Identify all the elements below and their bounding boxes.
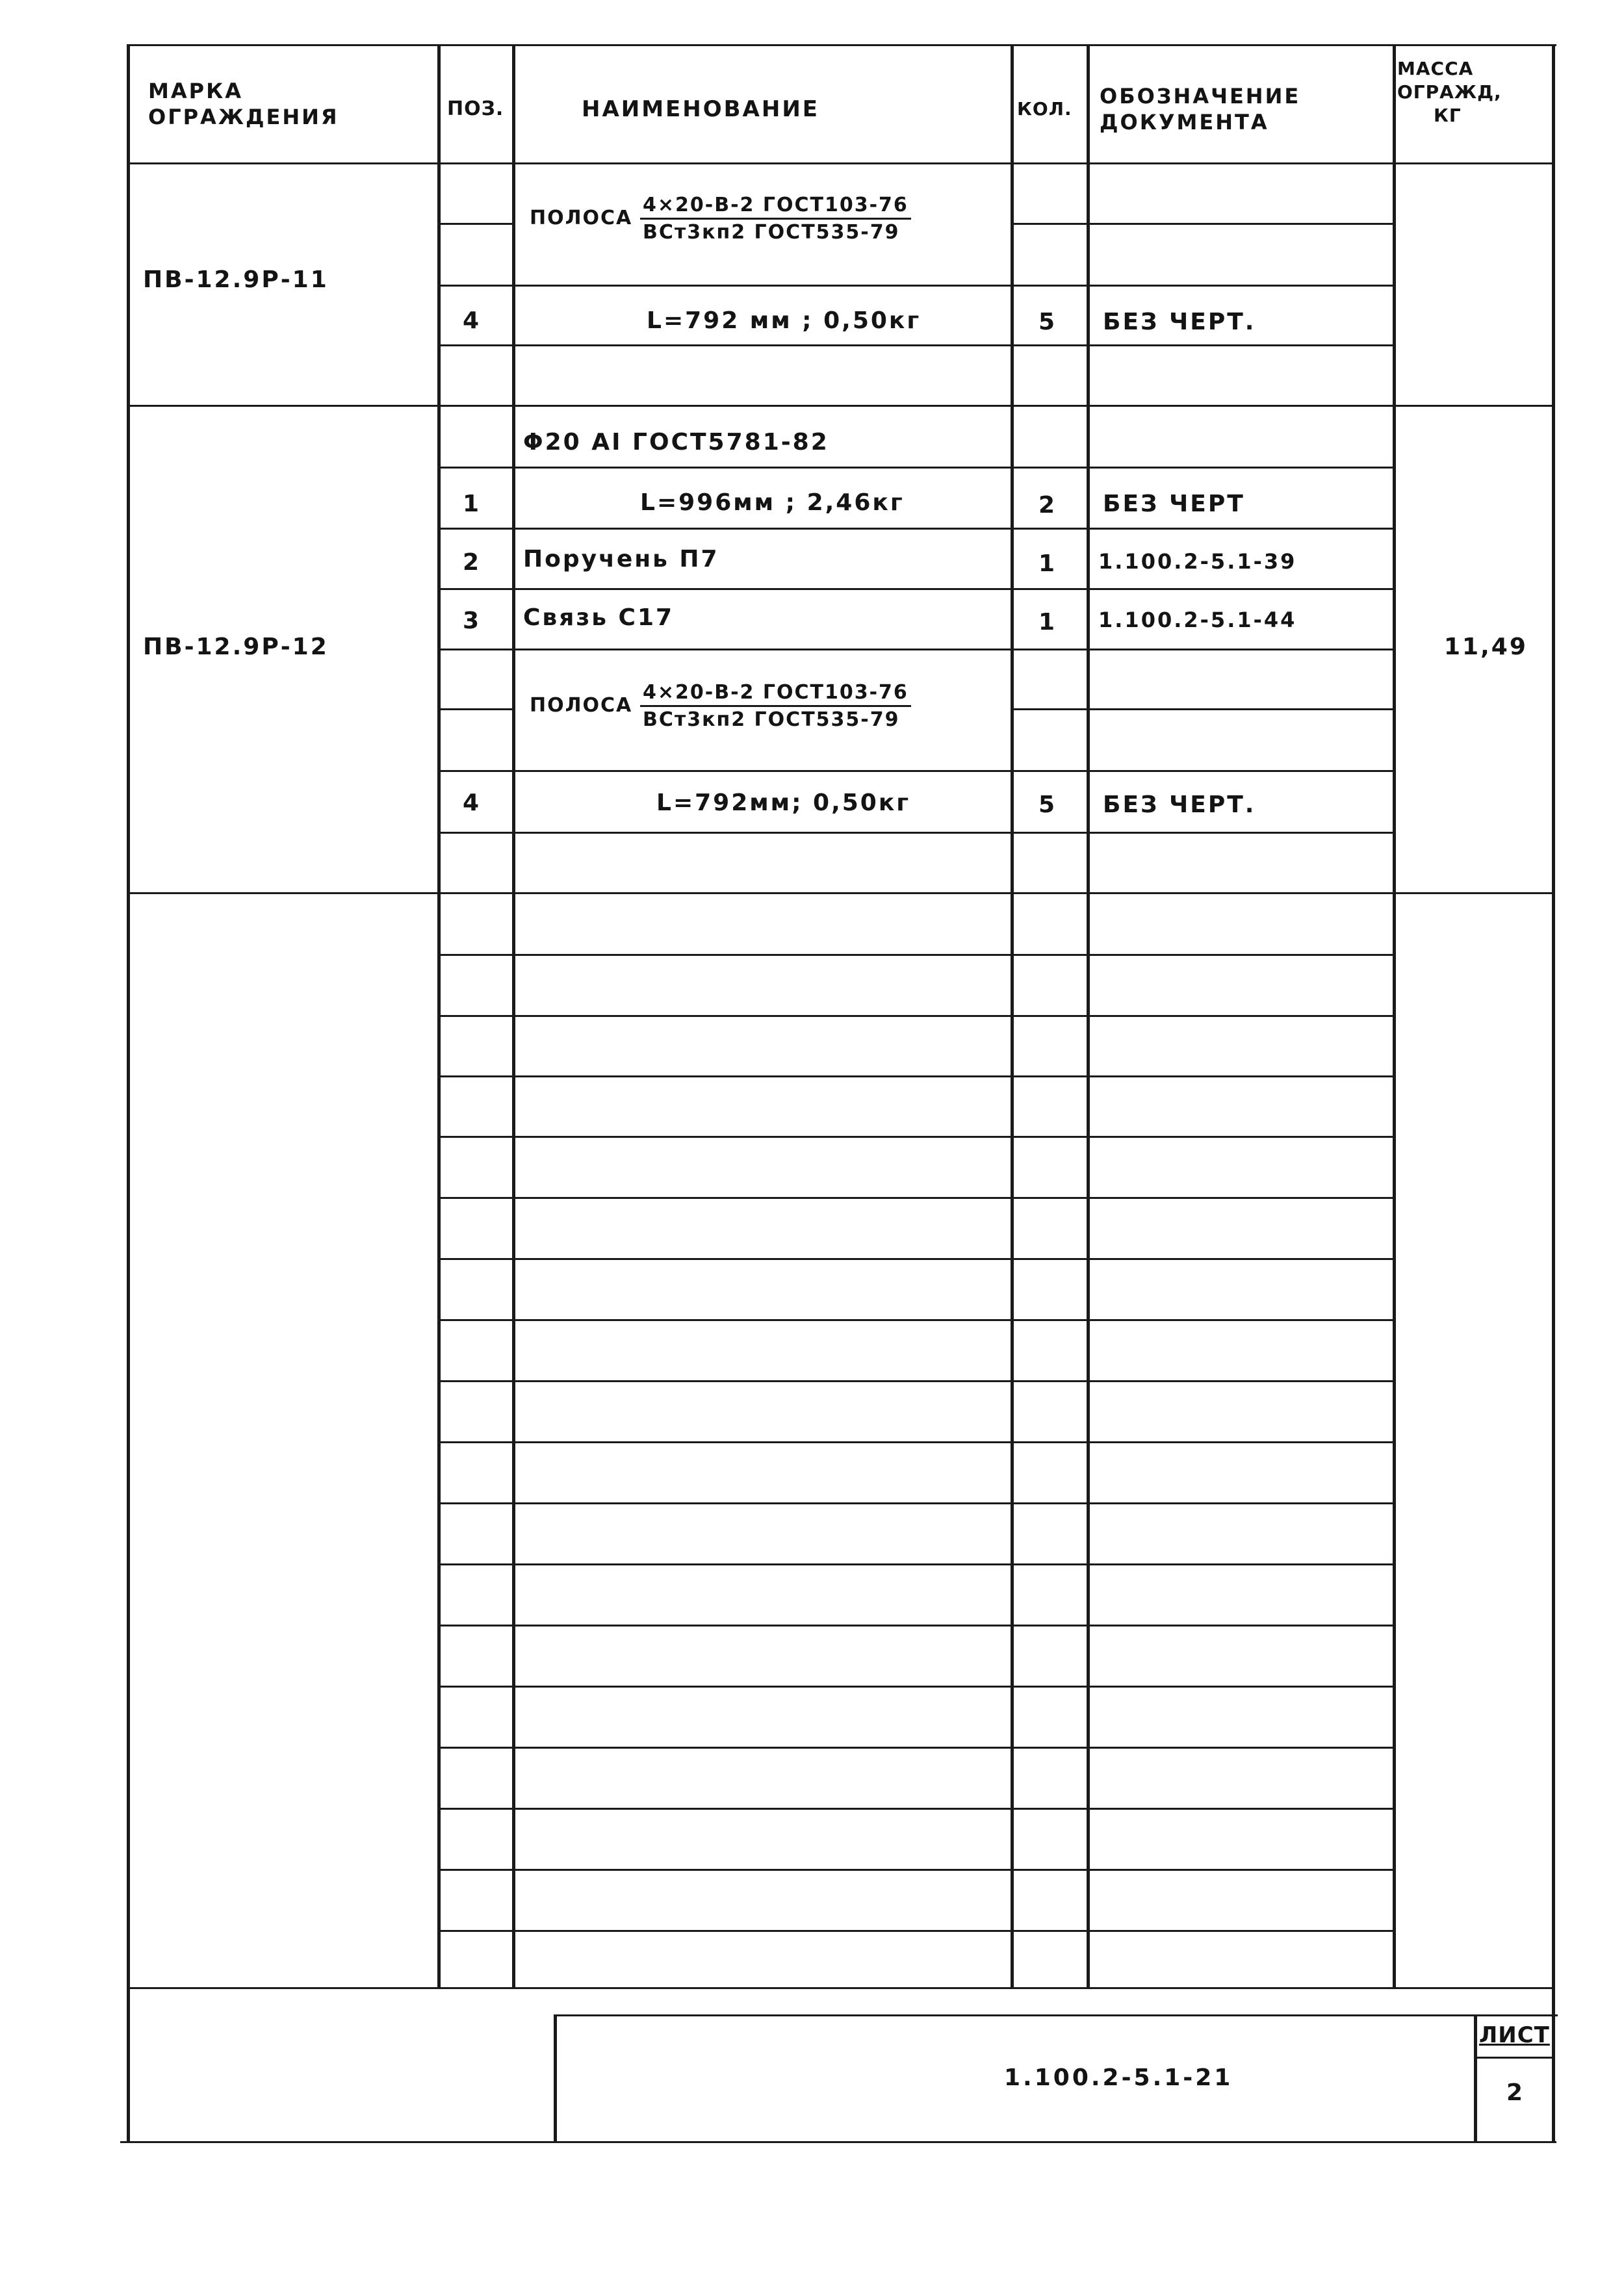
title-block-sheet-divider (1474, 2014, 1477, 2143)
row-line (437, 1502, 1394, 1504)
poz-cell: 4 (463, 790, 482, 816)
row-line (1011, 708, 1394, 710)
oboz-cell: БЕЗ ЧЕРТ. (1103, 791, 1256, 818)
row-line (437, 1625, 1394, 1626)
header-oboz: ОБОЗНАЧЕНИЕ ДОКУМЕНТА (1100, 84, 1301, 135)
row-line (437, 1563, 1394, 1565)
header-poz: ПОЗ. (447, 97, 504, 120)
row-line (437, 588, 1394, 590)
row-line (437, 528, 1394, 530)
row-line (437, 1197, 1394, 1199)
table-border-bottom (120, 2141, 1556, 2143)
poz-cell: 2 (463, 549, 482, 576)
row-line (437, 285, 1394, 287)
marka-cell: ПВ-12.9Р-11 (143, 266, 329, 293)
sheet-label-divider (1474, 2057, 1555, 2059)
name-cell: L=792мм; 0,50кг (656, 790, 911, 816)
row-line (437, 1869, 1394, 1871)
doc-number: 1.100.2-5.1-21 (1004, 2064, 1233, 2091)
oboz-cell: 1.100.2-5.1-44 (1098, 608, 1297, 632)
row-line (437, 1380, 1394, 1382)
name-cell: Связь С17 (523, 604, 675, 631)
name-cell: L=792 мм ; 0,50кг (647, 307, 922, 334)
row-line (437, 1075, 1394, 1077)
sheet-number: 2 (1506, 2079, 1525, 2106)
row-line (437, 1686, 1394, 1688)
title-block-top (554, 2014, 1558, 2016)
row-line (437, 1319, 1394, 1321)
row-line (437, 1747, 1394, 1749)
row-line (437, 1441, 1394, 1443)
kol-cell: 2 (1038, 492, 1057, 519)
group-divider-2 (127, 892, 1555, 894)
kol-cell: 5 (1038, 791, 1057, 818)
row-line (1011, 223, 1394, 225)
oboz-cell: БЕЗ ЧЕРТ (1103, 491, 1245, 517)
oboz-cell: БЕЗ ЧЕРТ. (1103, 309, 1256, 335)
row-line (437, 708, 512, 710)
strip-spec: ПОЛОСА 4×20-В-2 ГОСТ103-76 ВСт3кп2 ГОСТ535-79 (640, 681, 911, 731)
header-marka: МАРКА ОГРАЖДЕНИЯ (148, 79, 339, 129)
header-name: НАИМЕНОВАНИЕ (582, 96, 820, 122)
row-line (437, 467, 1394, 469)
header-divider (127, 162, 1555, 164)
poz-cell: 3 (463, 608, 482, 634)
row-line (437, 954, 1394, 956)
marka-cell: ПВ-12.9Р-12 (143, 634, 329, 660)
row-line (437, 1930, 1394, 1932)
row-line (437, 1258, 1394, 1260)
row-line (437, 1136, 1394, 1138)
row-line (437, 649, 1394, 650)
row-line (437, 770, 1394, 772)
row-line (437, 223, 512, 225)
header-massa: МАССА ОГРАЖД, КГ (1397, 58, 1502, 126)
row-line (437, 1015, 1394, 1017)
table-border-left (127, 44, 130, 2143)
poz-cell: 1 (463, 491, 482, 517)
table-border-right (1552, 44, 1555, 2143)
strip-spec: ПОЛОСА 4×20-В-2 ГОСТ103-76 ВСт3кп2 ГОСТ535-79 (640, 194, 911, 244)
group-divider-1 (127, 405, 1555, 407)
row-line (437, 832, 1394, 834)
row-line (437, 344, 1394, 346)
table-border-top (127, 44, 1556, 46)
name-cell: L=996мм ; 2,46кг (640, 489, 905, 516)
header-kol: КОЛ. (1017, 98, 1072, 120)
kol-cell: 1 (1038, 609, 1057, 636)
poz-cell: 4 (463, 307, 482, 334)
title-block-left (554, 2014, 557, 2143)
oboz-cell: 1.100.2-5.1-39 (1098, 549, 1297, 574)
name-cell: Φ20 АI ГОСТ5781-82 (523, 429, 829, 456)
row-line (437, 1808, 1394, 1810)
massa-cell: 11,49 (1444, 634, 1528, 660)
kol-cell: 1 (1038, 550, 1057, 577)
body-bottom-line (127, 1987, 1555, 1989)
name-cell: Поручень П7 (523, 546, 719, 572)
kol-cell: 5 (1038, 309, 1057, 335)
sheet-label: ЛИСТ (1479, 2022, 1550, 2048)
